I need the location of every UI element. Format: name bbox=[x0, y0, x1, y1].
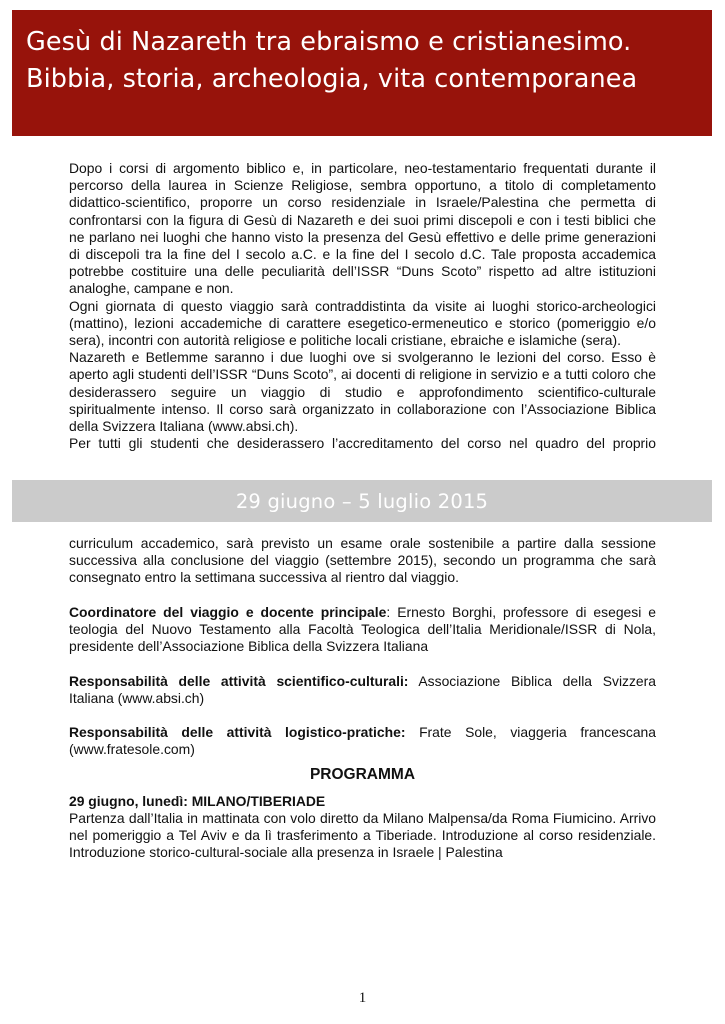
date-banner bbox=[12, 480, 712, 522]
role-logistics bbox=[69, 724, 656, 758]
intro-paragraph-3: Nazareth e Betlemme saranno i due luoghi ove si svolgeranno le lezioni del corso. Esso è aperto agli studenti dell’ISSR “Duns Scoto”, ai docenti di religione in servizio e a tutti coloro che desiderassero seguire un viaggio di studio e approfondimento scientifico-culturale spiritualmente intenso. Il corso sarà organizzato in collaborazione con l’Associazione Biblica della Svizzera Italiana (www.absi.ch). bbox=[69, 349, 656, 435]
title-banner bbox=[12, 10, 712, 136]
role-coordinator: Coordinatore del viaggio e docente principale: Ernesto Borghi, professore di esegesi e teologia del Nuovo Testamento alla Facoltà Teologica dell’Italia Meridionale/ISSR di Nola, presidente dell’Associazione Biblica della Svizzera Italiana bbox=[69, 603, 656, 655]
intro-paragraph-1: Dopo i corsi di argomento biblico e, in particolare, neo-testamentario frequentati durante il percorso della laurea in Scienze Religiose, sembra opportuno, a titolo di completamento didattico-scientifico, proporre un corso residenziale in Israele/Palestina che permetta di confrontarsi con la figura di Gesù di Nazareth e dei suoi primi discepoli e con i testi biblici che ne parlano nei luoghi che hanno visto la presenza del Gesù effettivo e delle prime generazioni di discepoli tra la fine del I secolo a.C. e la fine del I secolo d.C. Tale proposta accademica potrebbe costituire una delle peculiarità dell’ISSR “Duns Scoto” rispetto ad altre istituzioni analoghe, campane e non. bbox=[69, 160, 656, 297]
title-line-1: Gesù di Nazareth tra ebraismo e cristianesimo. bbox=[26, 27, 632, 57]
role-label: Responsabilità delle attività logistico-pratiche: bbox=[69, 724, 406, 741]
day1-heading: 29 giugno, lunedì: MILANO/TIBERIADE bbox=[69, 792, 326, 809]
role-label: Responsabilità delle attività scientifico-culturali: bbox=[69, 672, 409, 689]
role-scientific bbox=[69, 673, 656, 707]
role-label: Coordinatore del viaggio e docente principale bbox=[69, 603, 387, 620]
page-number: 1 bbox=[358, 990, 367, 1006]
intro-paragraph-4-start: Per tutti gli studenti che desiderassero l’accreditamento del corso nel quadro del proprio bbox=[69, 435, 656, 452]
day1-text: Partenza dall’Italia in mattinata con volo diretto da Milano Malpensa/da Roma Fiumicino. Arrivo nel pomeriggio a Tel Aviv e da lì trasferimento a Tiberiade. Introduzione al corso residenziale. Introduzione storico-cultural-sociale alla presenza in Israele | Palestina bbox=[69, 810, 656, 861]
role-text: Frate Sole, viaggeria francescana (www.fratesole.com) bbox=[69, 724, 657, 758]
details-section bbox=[69, 535, 656, 862]
role-text: Ernesto Borghi, professore di esegesi e teologia del Nuovo Testamento alla Facoltà Teologica dell’Italia Meridionale/ISSR di Nola, presidente dell’Associazione Biblica della Svizzera Italiana bbox=[69, 603, 656, 655]
role-text: Associazione Biblica della Svizzera Italiana (www.absi.ch) bbox=[69, 672, 657, 706]
date-range: 29 giugno – 5 luglio 2015 bbox=[235, 489, 489, 513]
intro-paragraph-4-continuation: curriculum accademico, sarà previsto un esame orale sostenibile a partire dalla sessione successiva alla conclusione del viaggio (settembre 2015), secondo un programma che sarà consegnato entro la settimana successiva al rientro dal viaggio. bbox=[69, 535, 656, 586]
intro-section bbox=[69, 160, 656, 452]
title-line-2: Bibbia, storia, archeologia, vita contemporanea bbox=[26, 64, 638, 94]
intro-paragraph-2: Ogni giornata di questo viaggio sarà contraddistinta da visite ai luoghi storico-archeologici (mattino), lezioni accademiche di carattere esegetico-ermeneutico e storico (pomeriggio e/o sera), incontri con autorità religiose e politiche locali cristiane, ebraiche e islamiche (sera). bbox=[69, 297, 656, 349]
programma-title: PROGRAMMA bbox=[309, 765, 416, 783]
